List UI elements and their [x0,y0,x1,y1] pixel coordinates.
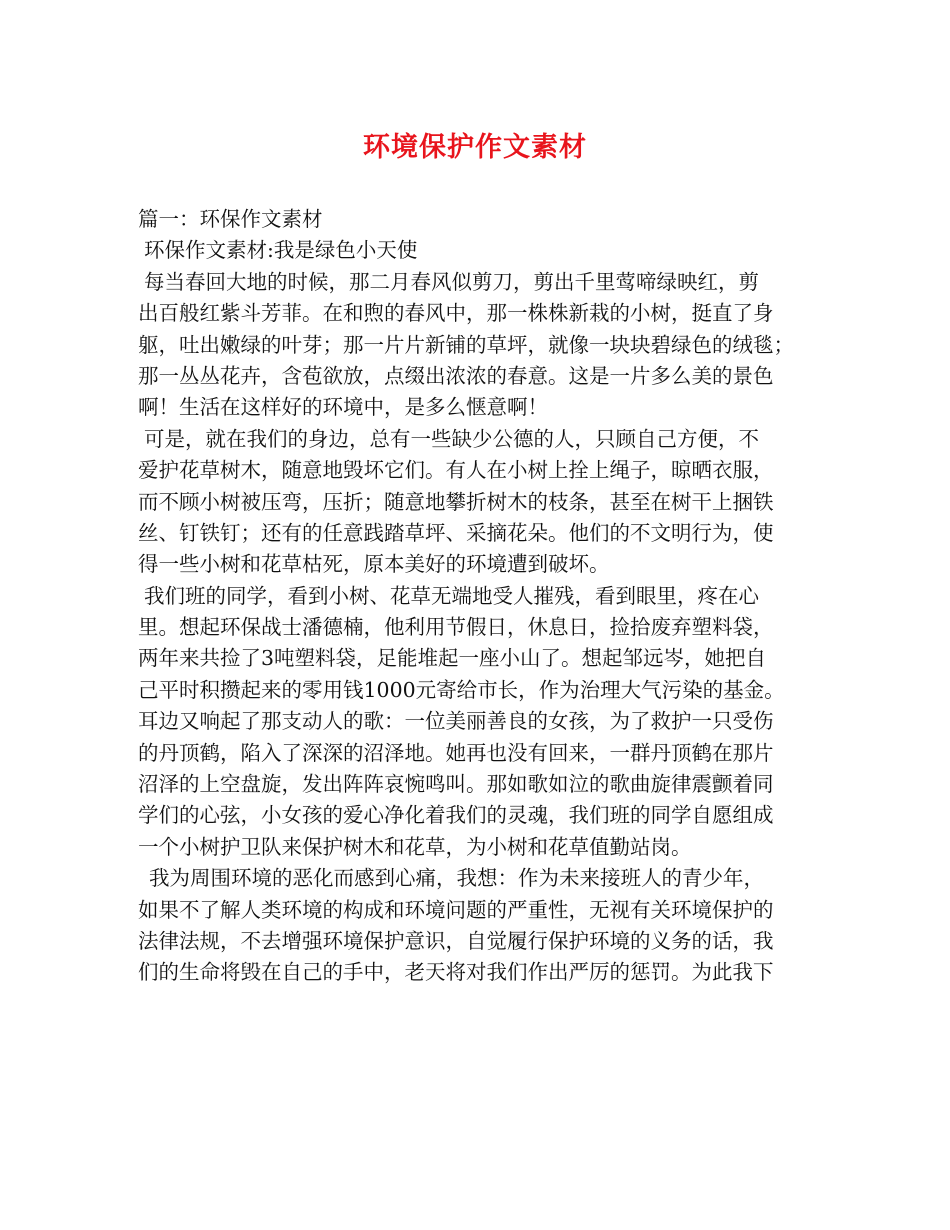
text-line: 出百般红紫斗芳菲。在和煦的春风中，那一株株新栽的小树，挺直了身 [138,301,774,326]
essay-subtitle: 环保作文素材:我是绿色小天使 [144,238,418,263]
text-line: 而不顾小树被压弯，压折；随意地攀折树木的枝条，甚至在树干上捆铁 [138,489,774,514]
text-line: 如果不了解人类环境的构成和环境问题的严重性，无视有关环境保护的 [138,897,774,922]
document-title: 环境保护作文素材 [363,132,587,163]
text-line: 爱护花草树木，随意地毁坏它们。有人在小树上拴上绳子，晾晒衣服， [138,458,774,483]
text-line: 耳边又响起了那支动人的歌：一位美丽善良的女孩，为了救护一只受伤 [138,709,774,734]
text-line: 两年来共捡了3吨塑料袋，足能堆起一座小山了。想起邹远岑，她把自 [138,646,767,671]
text-line: 学们的心弦，小女孩的爱心净化着我们的灵魂，我们班的同学自愿组成 [138,803,774,828]
text-line: 啊！生活在这样好的环境中，是多么惬意啊！ [138,395,548,420]
document-body [138,204,838,989]
text-line: 己平时积攒起来的零用钱1000元寄给市长，作为治理大气污染的基金。 [138,677,785,702]
text-line: 我为周围环境的恶化而感到心痛，我想：作为未来接班人的青少年， [149,866,764,891]
text-line: 丝、钉铁钉；还有的任意践踏草坪、采摘花朵。他们的不文明行为，使 [138,520,774,545]
text-line: 躯，吐出嫩绿的叶芽；那一片片新铺的草坪，就像一块块碧绿色的绒毯； [138,332,794,357]
text-line: 里。想起环保战士潘德楠，他利用节假日，休息日，捡拾废弃塑料袋， [138,615,774,640]
text-line: 每当春回大地的时候，那二月春风似剪刀，剪出千里莺啼绿映红，剪 [144,269,759,294]
text-line: 那一丛丛花卉，含苞欲放，点缀出浓浓的春意。这是一片多么美的景色 [138,363,774,388]
text-line: 我们班的同学，看到小树、花草无端地受人摧残，看到眼里，疼在心 [144,583,759,608]
text-line: 一个小树护卫队来保护树木和花草，为小树和花草值勤站岗。 [138,834,692,859]
text-line: 沼泽的上空盘旋，发出阵阵哀惋鸣叫。那如歌如泣的歌曲旋律震颤着同 [138,772,774,797]
text-line: 法律法规，不去增强环境保护意识，自觉履行保护环境的义务的话，我 [138,928,774,953]
text-line: 们的生命将毁在自己的手中，老天将对我们作出严厉的惩罚。为此我下 [138,960,774,985]
text-line: 的丹顶鹤，陷入了深深的沼泽地。她再也没有回来，一群丹顶鹤在那片 [138,740,774,765]
text-line: 可是，就在我们的身边，总有一些缺少公德的人，只顾自己方便，不 [144,426,759,451]
text-line: 得一些小树和花草枯死，原本美好的环境遭到破坏。 [138,552,610,577]
section-heading: 篇一：环保作文素材 [138,207,323,231]
